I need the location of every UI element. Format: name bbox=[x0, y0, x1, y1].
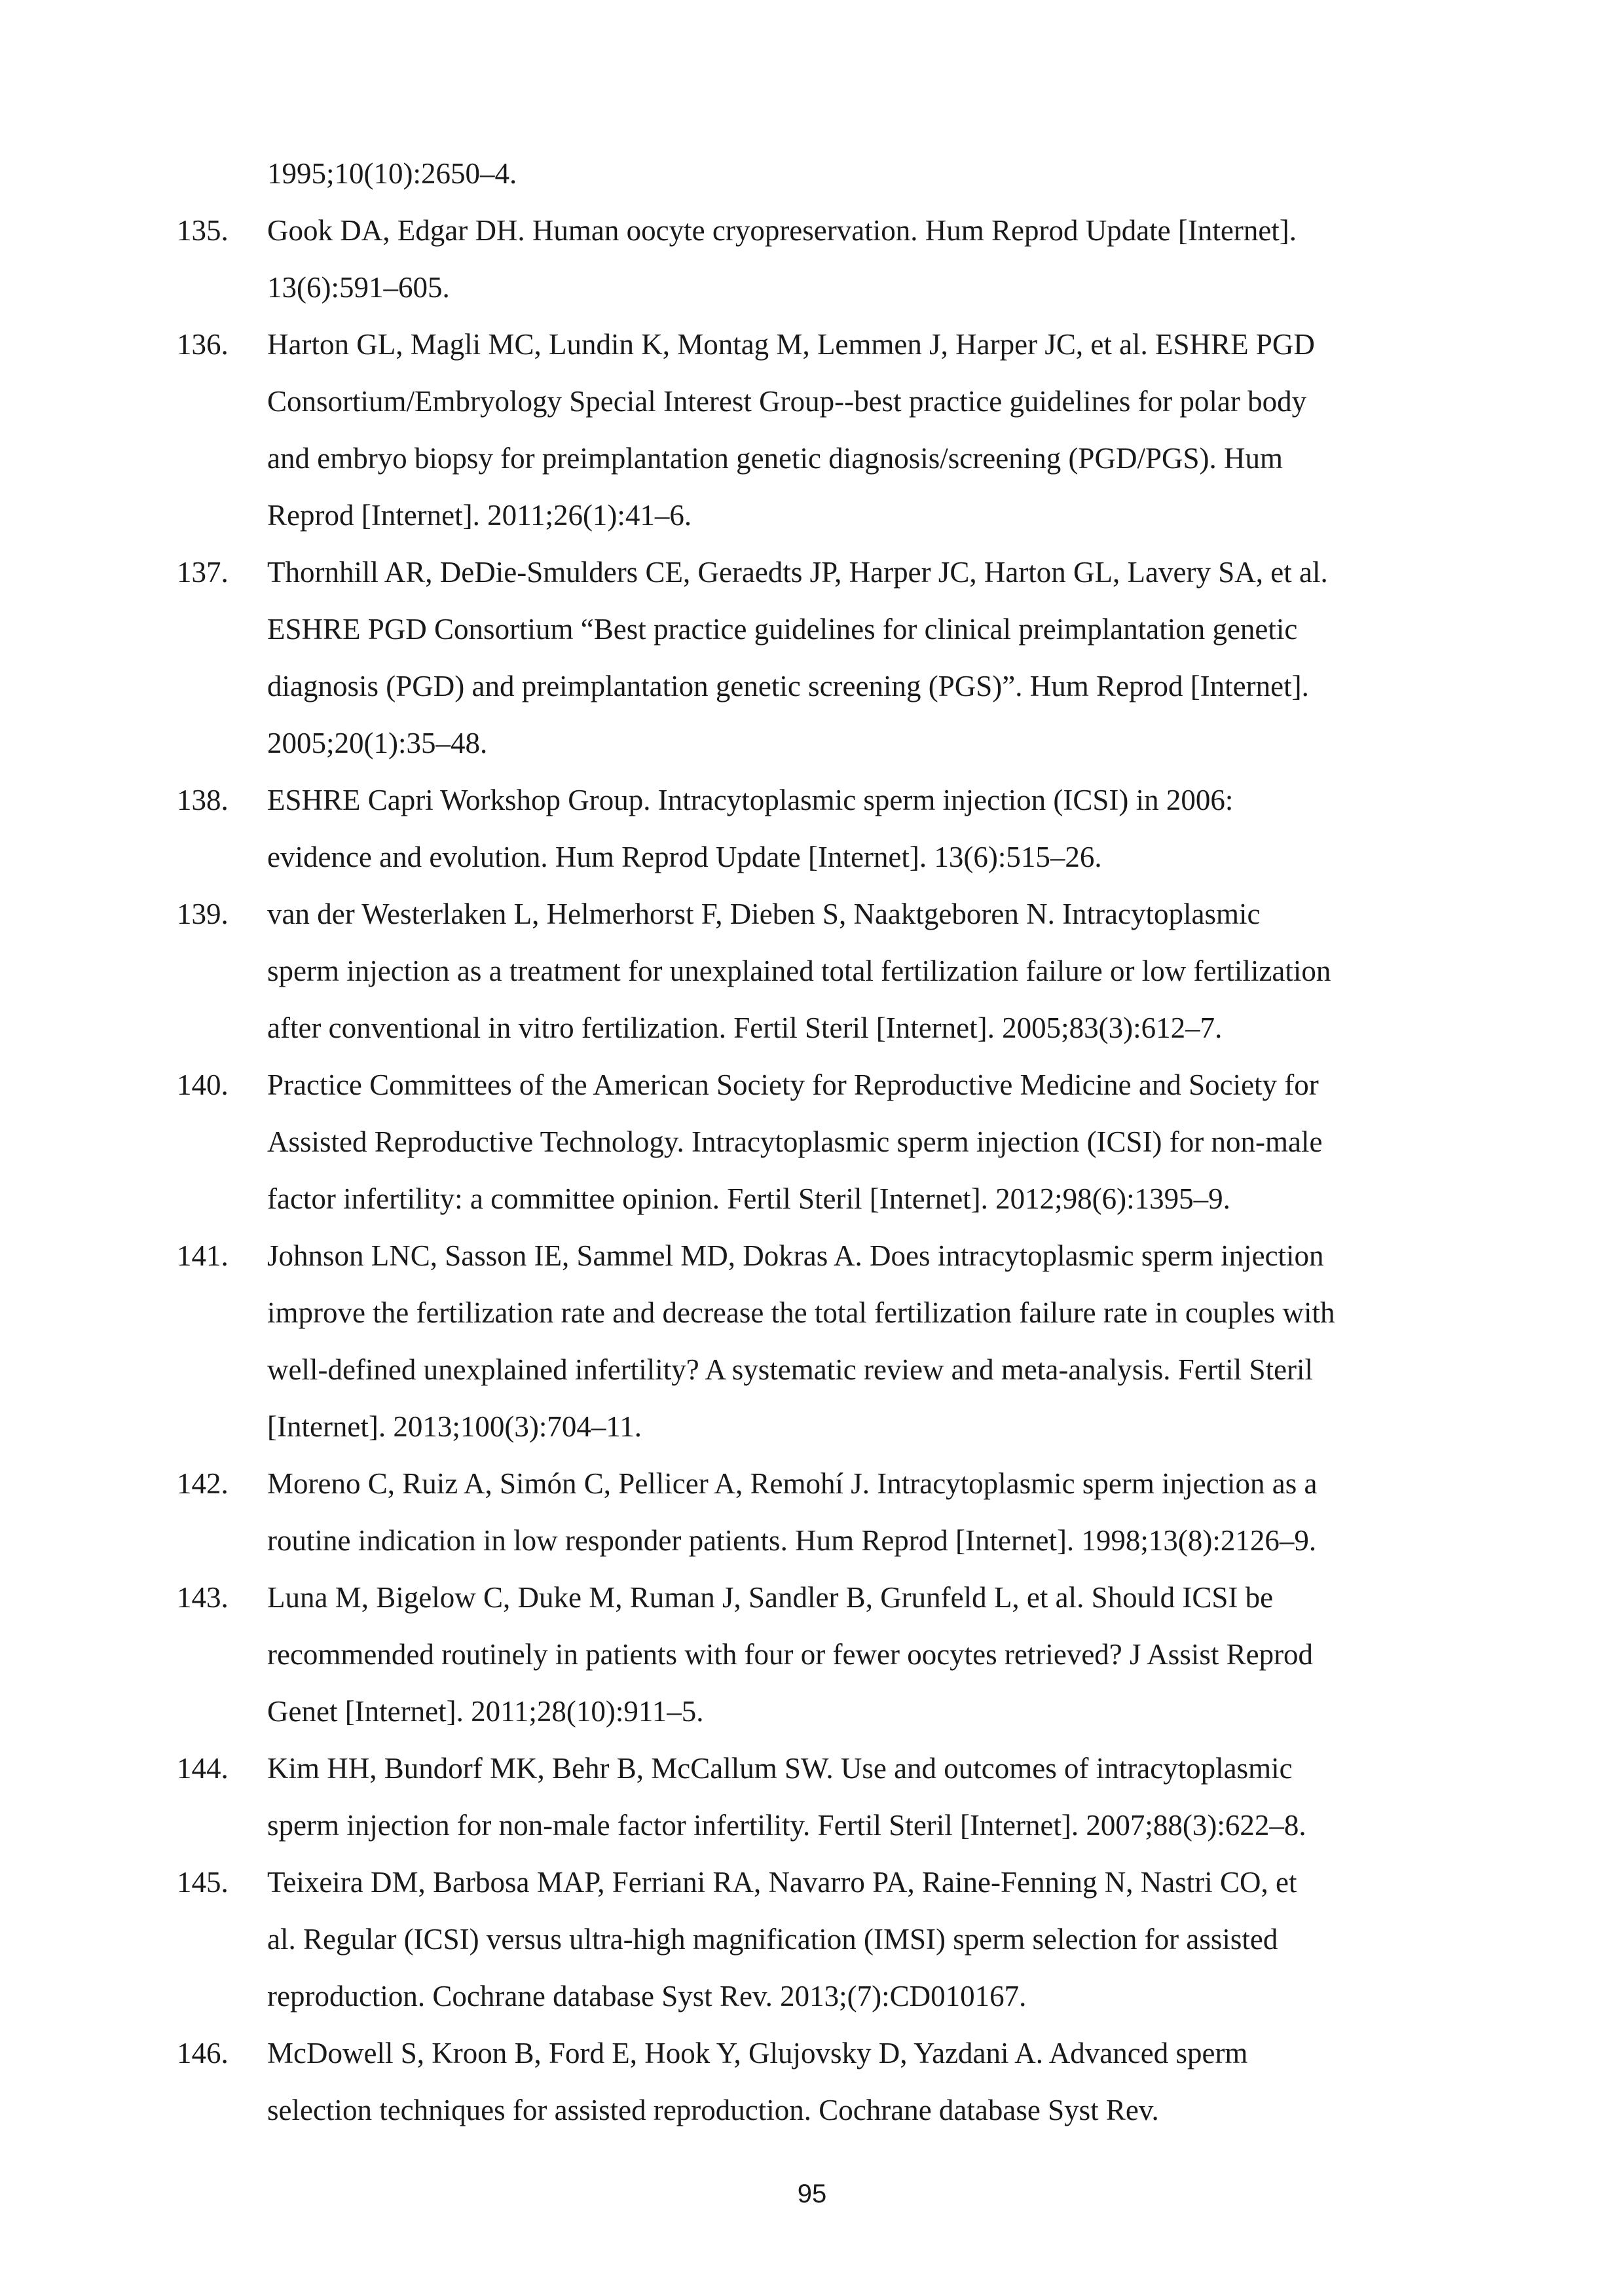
reference-entry bbox=[177, 886, 1488, 1057]
reference-text: Teixeira DM, Barbosa MAP, Ferriani RA, Navarro PA, Raine-Fenning N, Nastri CO, et al. Regular (ICSI) versus ultra-high magnification (IMSI) sperm selection for assisted reproduction. Cochrane database Syst Rev. 2013;(7):CD010167. bbox=[267, 1866, 1297, 2013]
reference-number: 144. bbox=[177, 1752, 229, 1785]
reference-entry bbox=[177, 1569, 1488, 1740]
reference-list bbox=[177, 145, 1488, 2139]
reference-entry bbox=[177, 202, 1488, 316]
reference-number: 137. bbox=[177, 556, 229, 589]
reference-continuation: 1995;10(10):2650–4. bbox=[267, 157, 517, 190]
reference-number: 143. bbox=[177, 1581, 229, 1614]
reference-number: 135. bbox=[177, 214, 229, 247]
reference-number: 138. bbox=[177, 784, 229, 816]
reference-text: Gook DA, Edgar DH. Human oocyte cryopreservation. Hum Reprod Update [Internet]. 13(6):591–605. bbox=[267, 214, 1297, 304]
reference-entry bbox=[177, 1854, 1488, 2025]
page-number: 95 bbox=[797, 2179, 827, 2208]
reference-text: Moreno C, Ruiz A, Simón C, Pellicer A, Remohí J. Intracytoplasmic sperm injection as a routine indication in low responder patients. Hum Reprod [Internet]. 1998;13(8):2126–9. bbox=[267, 1467, 1318, 1557]
reference-number: 140. bbox=[177, 1068, 229, 1101]
reference-number: 142. bbox=[177, 1467, 229, 1500]
reference-entry bbox=[177, 316, 1488, 544]
reference-entry bbox=[177, 1740, 1488, 1854]
reference-entry bbox=[177, 544, 1488, 772]
reference-text: Kim HH, Bundorf MK, Behr B, McCallum SW. Use and outcomes of intracytoplasmic sperm injection for non-male factor infertility. Fertil Steril [Internet]. 2007;88(3):622–8. bbox=[267, 1752, 1306, 1842]
reference-number: 136. bbox=[177, 328, 229, 361]
reference-entry bbox=[177, 772, 1488, 886]
reference-text: Luna M, Bigelow C, Duke M, Ruman J, Sandler B, Grunfeld L, et al. Should ICSI be recommended routinely in patients with four or fewer oocytes retrieved? J Assist Reprod Genet [Internet]. 2011;28(10):911–5. bbox=[267, 1581, 1314, 1728]
reference-entry bbox=[177, 1455, 1488, 1569]
reference-text: Johnson LNC, Sasson IE, Sammel MD, Dokras A. Does intracytoplasmic sperm injection improve the fertilization rate and decrease the total fertilization failure rate in couples with well-defined unexplained infertility? A systematic review and meta-analysis. Fertil Steril [Internet]. 2013;100(3):704–11. bbox=[267, 1239, 1335, 1443]
reference-text: ESHRE Capri Workshop Group. Intracytoplasmic sperm injection (ICSI) in 2006: evidence and evolution. Hum Reprod Update [Internet]. 13(6):515–26. bbox=[267, 784, 1234, 873]
reference-text: van der Westerlaken L, Helmerhorst F, Dieben S, Naaktgeboren N. Intracytoplasmic sperm injection as a treatment for unexplained total fertilization failure or low fertilization after conventional in vitro fertilization. Fertil Steril [Internet]. 2005;83(3):612–7. bbox=[267, 898, 1331, 1044]
reference-text: Thornhill AR, DeDie-Smulders CE, Geraedts JP, Harper JC, Harton GL, Lavery SA, et al. ESHRE PGD Consortium “Best practice guidelines for clinical preimplantation genetic diagnosis (PGD) and preimplantation genetic screening (PGS)”. Hum Reprod [Internet]. 2005;20(1):35–48. bbox=[267, 556, 1328, 759]
reference-number: 139. bbox=[177, 898, 229, 930]
reference-entry bbox=[177, 2025, 1488, 2139]
reference-text: Harton GL, Magli MC, Lundin K, Montag M, Lemmen J, Harper JC, et al. ESHRE PGD Consortium/Embryology Special Interest Group--best practice guidelines for polar body and embryo biopsy for preimplantation genetic diagnosis/screening (PGD/PGS). Hum Reprod [Internet]. 2011;26(1):41–6. bbox=[267, 328, 1315, 532]
reference-text: McDowell S, Kroon B, Ford E, Hook Y, Glujovsky D, Yazdani A. Advanced sperm selection techniques for assisted reproduction. Cochrane database Syst Rev. bbox=[267, 2037, 1248, 2126]
reference-items bbox=[177, 202, 1488, 2139]
reference-number: 146. bbox=[177, 2037, 229, 2069]
reference-entry bbox=[177, 1057, 1488, 1228]
reference-text: Practice Committees of the American Society for Reproductive Medicine and Society for Assisted Reproductive Technology. Intracytoplasmic sperm injection (ICSI) for non-male factor infertility: a committee opinion. Fertil Steril [Internet]. 2012;98(6):1395–9. bbox=[267, 1068, 1323, 1215]
reference-entry bbox=[177, 1228, 1488, 1455]
reference-number: 145. bbox=[177, 1866, 229, 1899]
reference-number: 141. bbox=[177, 1239, 229, 1272]
